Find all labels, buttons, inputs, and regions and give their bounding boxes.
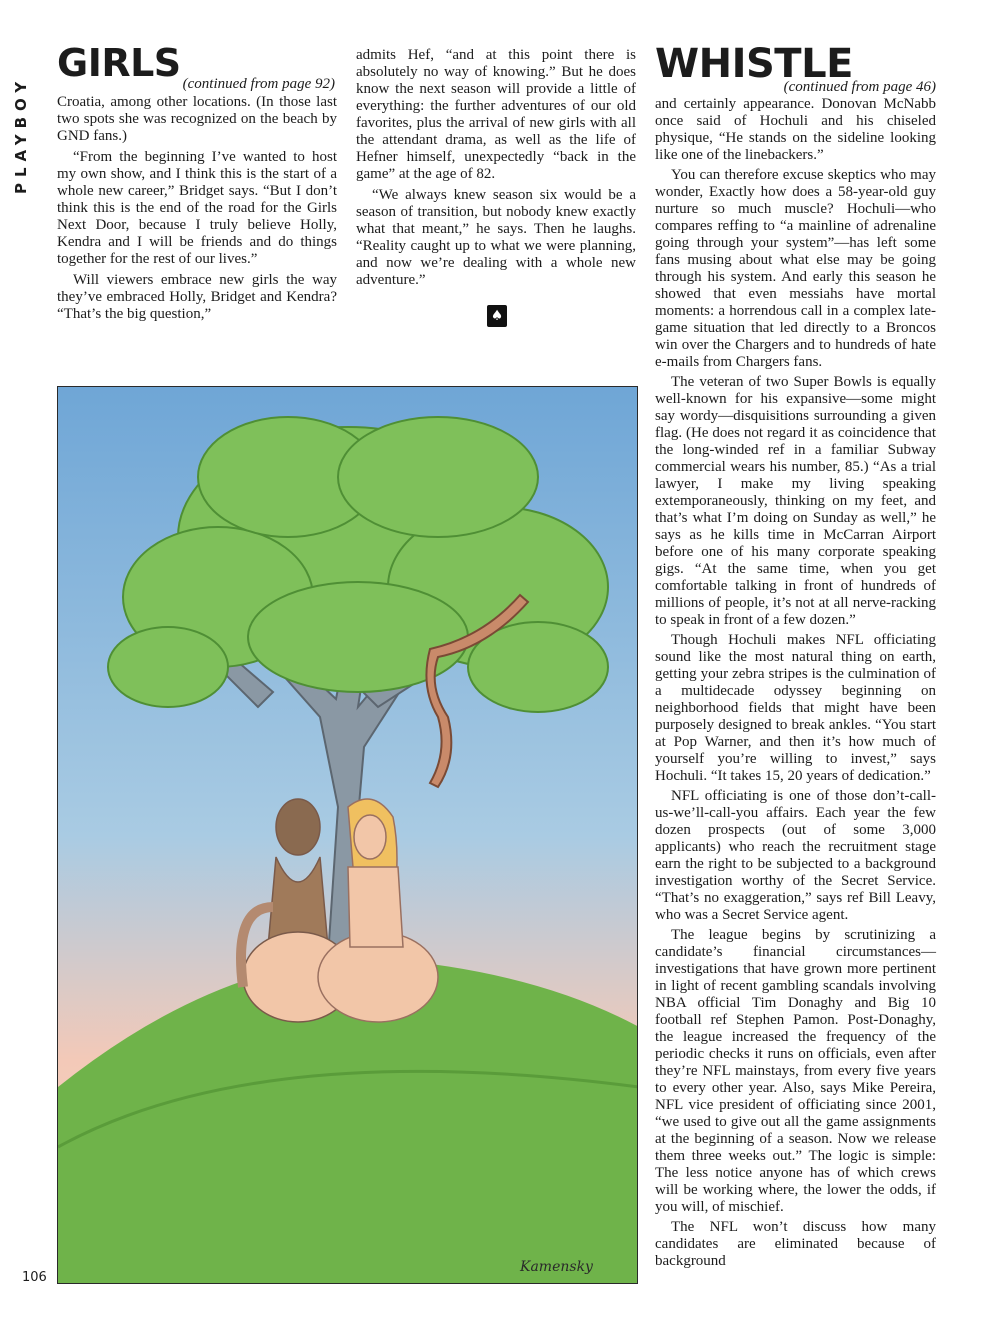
girls-headline: GIRLS bbox=[57, 41, 181, 85]
girls-column-2 bbox=[356, 47, 636, 293]
girls-continued-note: (continued from page 92) bbox=[182, 76, 335, 92]
paragraph: “We always knew season six would be a season of transition, but nobody knew exactly what that meant,” he says. Then he laughs. “Reality caught up to what we were planning, and now we’re dealing with a whole new adventure.” bbox=[356, 187, 636, 288]
masthead-playboy: PLAYBOY bbox=[12, 75, 30, 194]
artist-signature: Kamensky bbox=[520, 1259, 593, 1275]
cartoon-illustration bbox=[57, 386, 638, 1284]
paragraph: The veteran of two Super Bowls is equally well-known for his expansive—some might say wordy—disquisitions surrounding a given flag. (He does not regard it as coincidence that the long-winded ref in a familiar Subway commercial wears his number, 85.) “As a trial lawyer, I make my living speaking extemporaneously, thinking on my feet, and that’s what I’m doing on Sunday as well,” he says as he kills time in McCarran Airport before one of his many corporate speaking gigs. “At the same time, when you get comfortable talking in front of hundreds of millions of people, it’s not at all nerve-racking to speak in front of a few dozen.” bbox=[655, 374, 936, 628]
whistle-headline: WHISTLE bbox=[655, 41, 853, 87]
paragraph: Will viewers embrace new girls the way they’ve embraced Holly, Bridget and Kendra? “That’s the big question,” bbox=[57, 272, 337, 322]
whistle-continued-note: (continued from page 46) bbox=[783, 79, 936, 95]
paragraph: and certainly appearance. Donovan McNabb once said of Hochuli and his chiseled physique, “He stands on the sideline looking like one of the linebackers.” bbox=[655, 96, 936, 163]
whistle-column bbox=[655, 96, 936, 1273]
paragraph: You can therefore excuse skeptics who may wonder, Exactly how does a 58-year-old guy nurture so much muscle? Hochuli—who compares reffing to “a mainline of adrenaline going through your system”—has left some fans musing about what else may be going through his system. And early this season he showed that even messiahs have mortal moments: a horrendous call in a complex late-game situation that led directly to a Broncos win over the Chargers and to hundreds of hate e-mails from Chargers fans. bbox=[655, 167, 936, 370]
girls-column-1 bbox=[57, 94, 337, 327]
paragraph: NFL officiating is one of those don’t-call-us-we’ll-call-you affairs. Each year the few dozen prospects (out of some 3,000 applicants) who reach the recruitment stage earn the right to be subjected to a background investigation worthy of the Secret Service. “That’s no exaggeration,” says ref Bill Leavy, who was a Secret Service agent. bbox=[655, 788, 936, 923]
paragraph: “From the beginning I’ve wanted to host my own show, and I think this is the start of a whole new career,” Bridget says. “But I don’t think this is the end of the road for the Girls Next Door, because I truly believe Holly, Kendra and I will be friends and do things together for the rest of our lives.” bbox=[57, 149, 337, 267]
cartoon-svg bbox=[58, 387, 638, 1284]
paragraph: Though Hochuli makes NFL officiating sound like the most natural thing on earth, getting your zebra stripes is the culmination of a multidecade odyssey beginning on neighborhood fields that might have been purposely designed to break ankles. “You start at Pop Warner, and then it’s how much of yourself you’re willing to invest,” says Hochuli. “It takes 15, 20 years of dedication.” bbox=[655, 632, 936, 784]
paragraph: Croatia, among other locations. (In those last two spots she was recognized on the beach by GND fans.) bbox=[57, 94, 337, 144]
paragraph: admits Hef, “and at this point there is absolutely no way of knowing.” But he does know the next season will provide a little of everything: the further adventures of our old favorites, plus the arrival of new girls with all the attendant drama, as well as the life of Hefner himself, unexpectedly “back in the game” at the age of 82. bbox=[356, 47, 636, 182]
paragraph: The league begins by scrutinizing a candidate’s financial circumstances—investigations that have grown more pertinent in light of recent gambling scandals involving NBA official Tim Donaghy and Big 10 football ref Stephen Pamon. Post-Donaghy, the league increased the frequency of the periodic checks it runs on officials, even after they’re NFL mainstays, from every five years to every other year. Also, says Mike Pereira, NFL vice president of officiating since 2001, “we used to give out all the game assignments at the beginning of a season. Now we release them three weeks out.” The logic is simple: The less notice anyone has of which crews will be working where, the lower the odds, if you will, of mischief. bbox=[655, 927, 936, 1215]
page-number: 106 bbox=[22, 1270, 47, 1285]
playboy-bunny-icon: ♠ bbox=[487, 305, 507, 327]
paragraph: The NFL won’t discuss how many candidates are eliminated because of background bbox=[655, 1219, 936, 1269]
